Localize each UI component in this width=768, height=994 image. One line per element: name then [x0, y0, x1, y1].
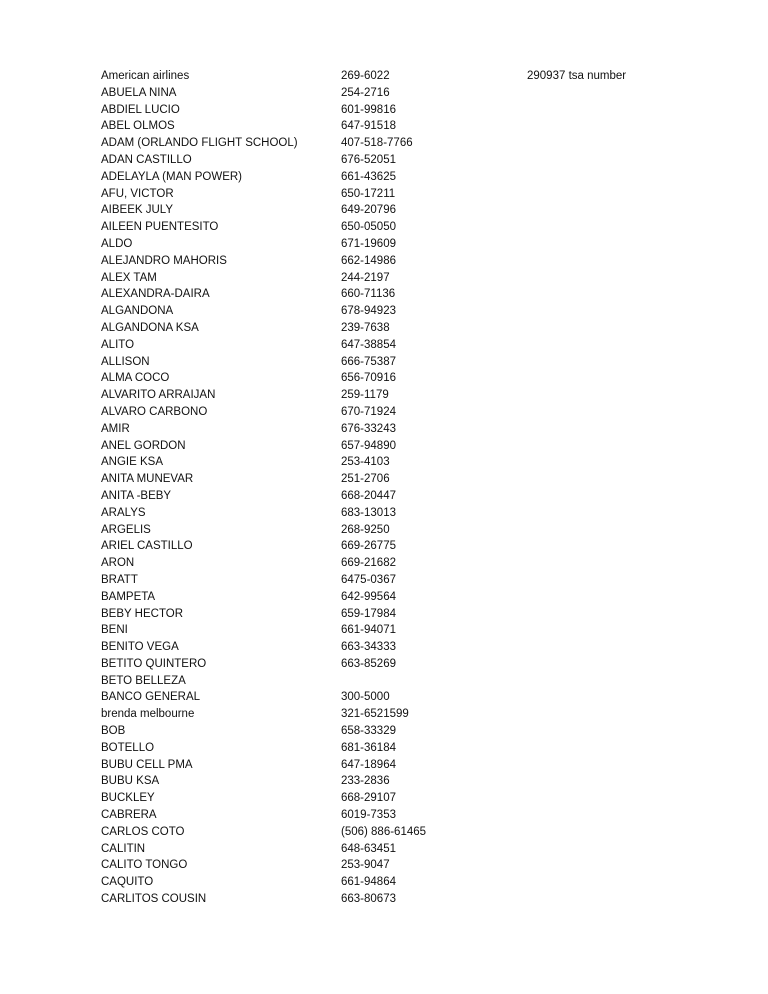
contact-row: [101, 790, 661, 807]
contact-phone: 663-85269: [341, 657, 396, 670]
contact-phone: 661-94864: [341, 876, 396, 889]
contact-row: [101, 68, 661, 85]
contact-name: BRATT: [101, 573, 138, 586]
contact-phone: 678-94923: [341, 305, 396, 318]
contact-row: [101, 135, 661, 152]
contact-phone: 662-14986: [341, 254, 396, 267]
contact-name: ARIEL CASTILLO: [101, 540, 193, 553]
contact-name: ALVARO CARBONO: [101, 405, 208, 418]
contact-list: [101, 68, 661, 908]
contact-phone: 661-43625: [341, 170, 396, 183]
contact-row: [101, 471, 661, 488]
contact-name: ABEL OLMOS: [101, 120, 175, 133]
contact-name: ALLISON: [101, 355, 150, 368]
contact-phone: 668-20447: [341, 489, 396, 502]
contact-row: [101, 454, 661, 471]
contact-name: CABRERA: [101, 809, 157, 822]
contact-name: ALDO: [101, 237, 133, 250]
contact-row: [101, 538, 661, 555]
contact-row: [101, 303, 661, 320]
contact-phone: 676-52051: [341, 153, 396, 166]
contact-name: ALGANDONA: [101, 305, 174, 318]
contact-row: [101, 622, 661, 639]
contact-name: BAMPETA: [101, 590, 156, 603]
contact-phone: 647-18964: [341, 758, 396, 771]
contact-name: ADAN CASTILLO: [101, 153, 192, 166]
contact-row: [101, 606, 661, 623]
contact-name: ANEL GORDON: [101, 439, 186, 452]
contact-name: ARALYS: [101, 506, 146, 519]
contact-row: [101, 824, 661, 841]
contact-name: ANITA -BEBY: [101, 489, 172, 502]
contact-row: [101, 522, 661, 539]
contact-phone: 601-99816: [341, 103, 396, 116]
contact-name: ALMA COCO: [101, 372, 170, 385]
contact-name: brenda melbourne: [101, 708, 195, 721]
contact-name: ARGELIS: [101, 523, 151, 536]
contact-name: ALEX TAM: [101, 271, 157, 284]
contact-row: [101, 354, 661, 371]
contact-phone: 669-21682: [341, 557, 396, 570]
contact-phone: 244-2197: [341, 271, 390, 284]
contact-row: [101, 169, 661, 186]
contact-phone: (506) 886-61465: [341, 825, 427, 838]
contact-row: [101, 689, 661, 706]
contact-phone: 656-70916: [341, 372, 396, 385]
contact-phone: 659-17984: [341, 607, 396, 620]
contact-row: [101, 807, 661, 824]
contact-row: [101, 757, 661, 774]
contact-name: BOTELLO: [101, 741, 155, 754]
contact-name: BANCO GENERAL: [101, 691, 201, 704]
contact-phone: 321-6521599: [341, 708, 409, 721]
contact-row: [101, 118, 661, 135]
contact-phone: 676-33243: [341, 422, 396, 435]
contact-name: ALEJANDRO MAHORIS: [101, 254, 227, 267]
contact-phone: 671-19609: [341, 237, 396, 250]
contact-phone: 658-33329: [341, 725, 396, 738]
contact-row: [101, 85, 661, 102]
contact-phone: 251-2706: [341, 473, 390, 486]
contact-phone: 649-20796: [341, 204, 396, 217]
contact-phone: 661-94071: [341, 624, 396, 637]
contact-row: [101, 421, 661, 438]
contact-name: ALVARITO ARRAIJAN: [101, 389, 216, 402]
contact-phone: 6019-7353: [341, 809, 396, 822]
contact-row: [101, 202, 661, 219]
contact-row: [101, 857, 661, 874]
contact-row: [101, 723, 661, 740]
contact-name: BUBU CELL PMA: [101, 758, 193, 771]
contact-row: [101, 874, 661, 891]
contact-name: CALITO TONGO: [101, 859, 188, 872]
contact-phone: 648-63451: [341, 842, 396, 855]
contact-name: ANGIE KSA: [101, 456, 163, 469]
contact-row: [101, 102, 661, 119]
contact-name: BENITO VEGA: [101, 641, 179, 654]
contact-name: ALGANDONA KSA: [101, 321, 199, 334]
contact-row: [101, 673, 661, 690]
contact-name: American airlines: [101, 70, 190, 82]
contact-phone: 647-38854: [341, 338, 396, 351]
contact-row: [101, 387, 661, 404]
contact-row: [101, 186, 661, 203]
contact-name: ARON: [101, 557, 135, 570]
contact-name: BENI: [101, 624, 128, 637]
contact-phone: 233-2836: [341, 775, 390, 788]
contact-phone: 253-9047: [341, 859, 390, 872]
contact-row: [101, 555, 661, 572]
contact-name: ANITA MUNEVAR: [101, 473, 194, 486]
contact-phone: 683-13013: [341, 506, 396, 519]
contact-row: [101, 320, 661, 337]
contact-phone: 239-7638: [341, 321, 390, 334]
contact-row: [101, 219, 661, 236]
contact-phone: 254-2716: [341, 86, 390, 99]
contact-row: [101, 270, 661, 287]
contact-phone: 269-6022: [341, 70, 390, 82]
contact-row: [101, 841, 661, 858]
contact-name: BUCKLEY: [101, 792, 155, 805]
contact-row: [101, 438, 661, 455]
contact-phone: 647-91518: [341, 120, 396, 133]
contact-row: [101, 370, 661, 387]
contact-name: BEBY HECTOR: [101, 607, 184, 620]
contact-name: BUBU KSA: [101, 775, 160, 788]
contact-phone: 650-05050: [341, 221, 396, 234]
contact-phone: 407-518-7766: [341, 137, 413, 150]
contact-row: [101, 773, 661, 790]
contact-row: [101, 337, 661, 354]
contact-row: [101, 236, 661, 253]
contact-name: CAQUITO: [101, 876, 154, 889]
contact-name: CARLOS COTO: [101, 825, 185, 838]
contact-phone: 253-4103: [341, 456, 390, 469]
contact-phone: 660-71136: [341, 288, 396, 301]
contact-note: 290937 tsa number: [527, 70, 627, 82]
contact-phone: 259-1179: [341, 389, 389, 402]
contact-name: CALITIN: [101, 842, 146, 855]
contact-name: BETO BELLEZA: [101, 674, 186, 687]
contact-phone: 666-75387: [341, 355, 396, 368]
contact-phone: 670-71924: [341, 405, 396, 418]
contact-row: [101, 404, 661, 421]
contact-phone: 657-94890: [341, 439, 396, 452]
contact-name: AILEEN PUENTESITO: [101, 221, 219, 234]
contact-row: [101, 706, 661, 723]
contact-row: [101, 253, 661, 270]
contact-name: ABUELA NINA: [101, 86, 177, 99]
contact-phone: 663-80673: [341, 893, 396, 906]
contact-name: BOB: [101, 725, 126, 738]
contact-row: [101, 656, 661, 673]
contact-phone: 300-5000: [341, 691, 390, 704]
contact-name: BETITO QUINTERO: [101, 657, 207, 670]
contact-name: ALITO: [101, 338, 135, 351]
contact-row: [101, 152, 661, 169]
contact-row: [101, 488, 661, 505]
contact-row: [101, 740, 661, 757]
contact-phone: 268-9250: [341, 523, 390, 536]
contact-row: [101, 639, 661, 656]
contact-phone: 642-99564: [341, 590, 396, 603]
contact-phone: 681-36184: [341, 741, 396, 754]
contact-name: ALEXANDRA-DAIRA: [101, 288, 210, 301]
contact-name: ADELAYLA (MAN POWER): [101, 170, 243, 183]
contact-phone: 663-34333: [341, 641, 396, 654]
contact-name: ABDIEL LUCIO: [101, 103, 180, 116]
contact-row: [101, 572, 661, 589]
contact-row: [101, 505, 661, 522]
contact-name: CARLITOS COUSIN: [101, 893, 207, 906]
contact-name: AFU, VICTOR: [101, 187, 174, 200]
contact-row: [101, 891, 661, 908]
contact-row: [101, 589, 661, 606]
contact-row: [101, 286, 661, 303]
contact-name: AIBEEK JULY: [101, 204, 174, 217]
contact-name: AMIR: [101, 422, 130, 435]
contact-phone: 6475-0367: [341, 573, 396, 586]
contact-phone: 650-17211: [341, 187, 396, 200]
contact-name: ADAM (ORLANDO FLIGHT SCHOOL): [101, 137, 298, 150]
contact-phone: 669-26775: [341, 540, 396, 553]
contact-phone: 668-29107: [341, 792, 396, 805]
